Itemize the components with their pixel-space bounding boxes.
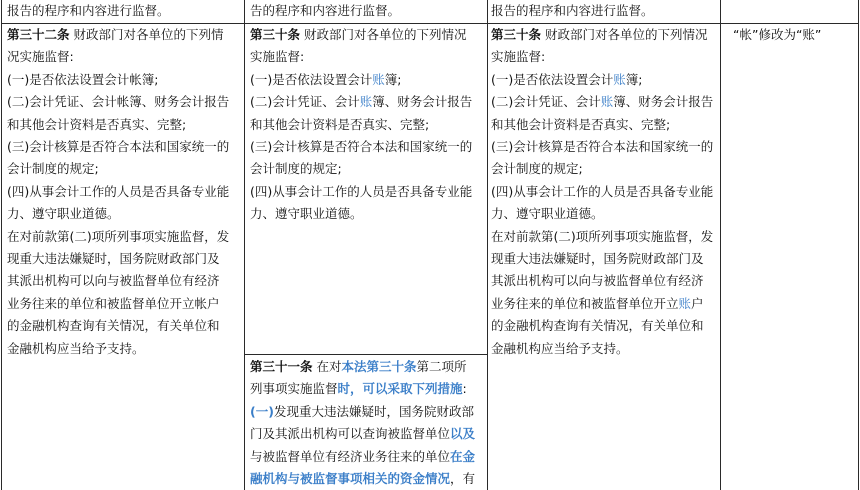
- article-text: (一)是否依法设置会计: [250, 71, 373, 87]
- article-text: (一)是否依法设置会计帐簿;: [7, 71, 159, 87]
- article-line: [491, 248, 713, 270]
- revised-text: 账: [359, 94, 373, 110]
- article-text: 在对前款第(二)项所列事项实施监督，发: [7, 228, 230, 244]
- article-text: 其派出机构可以向与被监督单位有经济: [491, 273, 704, 289]
- new-law-article-30: [491, 24, 713, 360]
- article-heading: 第三十条: [491, 27, 542, 42]
- article-line: [491, 315, 713, 337]
- previous-row-fragment: 报告的程序和内容进行监督。: [7, 3, 170, 18]
- article-line: [491, 158, 713, 180]
- revised-text: 以及: [450, 426, 476, 442]
- article-text: 其派出机构可以向与被监督单位有经济: [7, 273, 220, 289]
- article-text: 金融机构应当给予支持。: [7, 340, 145, 356]
- revised-text: 融机构与被监督事项相关的资金情况: [250, 471, 451, 487]
- article-text: 在对: [312, 359, 342, 374]
- article-line: [491, 338, 713, 360]
- revised-text: 账: [678, 295, 692, 311]
- article-line: [7, 203, 229, 225]
- article-heading: 第三十二条: [7, 27, 70, 42]
- article-line: [7, 248, 229, 270]
- article-text: 实施监督:: [491, 49, 546, 65]
- draft-article-30: [250, 24, 472, 226]
- revised-text: 时，可以采取下列措施: [337, 381, 463, 397]
- article-line: [250, 158, 472, 180]
- article-text: ，有: [450, 471, 476, 487]
- article-text: (三)会计核算是否符合本法和国家统一的: [7, 139, 230, 155]
- article-line: [7, 158, 229, 180]
- article-text: 会计制度的规定;: [7, 161, 99, 177]
- revised-text: 账: [372, 71, 385, 87]
- article-line: [7, 46, 229, 68]
- article-text: 户: [691, 295, 704, 311]
- article-text: 况实施监督:: [7, 49, 74, 65]
- revised-text: 在金: [450, 448, 476, 464]
- article-line: [250, 423, 475, 445]
- article-line: [250, 356, 475, 378]
- previous-row-fragment: 告的程序和内容进行监督。: [250, 3, 401, 18]
- revised-text: 账: [600, 94, 614, 110]
- article-text: 发现重大违法嫌疑时，国务院财政部: [273, 403, 474, 419]
- article-text: (四)从事会计工作的人员是否具备专业能: [250, 183, 473, 199]
- revised-text: 账: [613, 71, 626, 87]
- article-line: [7, 136, 229, 158]
- article-line: [491, 226, 713, 248]
- article-line: [250, 24, 472, 46]
- cell-divider: [244, 354, 488, 355]
- article-line: [7, 181, 229, 203]
- article-text: (二)会计凭证、会计: [491, 94, 601, 110]
- article-text: (一)是否依法设置会计: [491, 71, 614, 87]
- previous-row-fragment: 报告的程序和内容进行监督。: [491, 3, 654, 18]
- article-line: [7, 91, 229, 113]
- article-text: 在对前款第(二)项所列事项实施监督，发: [491, 228, 714, 244]
- article-text: 会计制度的规定;: [250, 161, 342, 177]
- article-line: [7, 338, 229, 360]
- article-line: [7, 270, 229, 292]
- article-text: (四)从事会计工作的人员是否具备专业能: [7, 183, 230, 199]
- article-line: [250, 114, 472, 136]
- article-text: 的金融机构查询有关情况，有关单位和: [7, 318, 220, 334]
- article-text: 财政部门对各单位的下列情: [69, 27, 224, 42]
- revised-text: 本法第三十条: [341, 359, 417, 374]
- article-text: (四)从事会计工作的人员是否具备专业能: [491, 183, 714, 199]
- article-text: 现重大违法嫌疑时，国务院财政部门及: [491, 251, 704, 267]
- article-text: 簿、财务会计报告: [372, 94, 473, 110]
- article-line: [250, 203, 472, 225]
- revised-text: (一): [250, 403, 274, 419]
- article-line: [250, 181, 472, 203]
- article-line: [7, 24, 229, 46]
- article-line: [250, 91, 472, 113]
- article-text: 门及其派出机构可以查询被监督单位: [250, 426, 451, 442]
- article-line: [491, 114, 713, 136]
- article-text: 金融机构应当给予支持。: [491, 340, 629, 356]
- article-text: (二)会计凭证、会计帐簿、财务会计报告: [7, 94, 230, 110]
- article-text: 力、遵守职业道德。: [7, 206, 120, 222]
- article-text: 和其他会计资料是否真实、完整;: [250, 116, 430, 132]
- article-line: [250, 446, 475, 468]
- article-text: 会计制度的规定;: [491, 161, 583, 177]
- article-line: [491, 270, 713, 292]
- article-text: 力、遵守职业道德。: [491, 206, 604, 222]
- article-line: [250, 69, 472, 91]
- article-text: 第二项所: [416, 359, 467, 374]
- draft-article-31: [250, 356, 475, 490]
- article-line: [250, 46, 472, 68]
- article-text: 簿、财务会计报告: [613, 94, 714, 110]
- article-line: [250, 401, 475, 423]
- table-border-right: [858, 0, 859, 490]
- column-divider: [244, 0, 245, 490]
- article-text: 业务往来的单位和被监督单位开立帐户: [7, 295, 220, 311]
- article-text: 和其他会计资料是否真实、完整;: [491, 116, 671, 132]
- article-text: 力、遵守职业道德。: [250, 206, 363, 222]
- revision-note: “帐”修改为“账”: [733, 27, 822, 42]
- article-line: [7, 114, 229, 136]
- article-text: 第三十一条: [250, 359, 313, 374]
- table-border-left: [1, 0, 2, 490]
- article-line: [491, 91, 713, 113]
- article-line: [250, 468, 475, 490]
- article-heading: 第三十条: [250, 27, 301, 42]
- article-text: 与被监督单位有经济业务往来的单位: [250, 448, 451, 464]
- article-text: :: [462, 381, 467, 397]
- article-text: (三)会计核算是否符合本法和国家统一的: [250, 139, 473, 155]
- article-text: 现重大违法嫌疑时，国务院财政部门及: [7, 251, 220, 267]
- old-law-article-32: [7, 24, 229, 360]
- article-line: [491, 46, 713, 68]
- article-text: 的金融机构查询有关情况，有关单位和: [491, 318, 704, 334]
- article-line: [491, 293, 713, 315]
- article-text: 财政部门对各单位的下列情况: [300, 27, 467, 42]
- article-line: [250, 378, 475, 400]
- article-text: 财政部门对各单位的下列情况: [541, 27, 708, 42]
- article-line: [491, 136, 713, 158]
- article-text: 簿;: [625, 71, 643, 87]
- article-text: 实施监督:: [250, 49, 305, 65]
- article-text: 列事项实施监督: [250, 381, 338, 397]
- article-line: [491, 69, 713, 91]
- column-divider: [487, 0, 488, 490]
- article-line: [7, 226, 229, 248]
- article-line: [491, 181, 713, 203]
- article-text: 和其他会计资料是否真实、完整;: [7, 116, 187, 132]
- article-line: [7, 69, 229, 91]
- article-text: (二)会计凭证、会计: [250, 94, 360, 110]
- article-text: 业务往来的单位和被监督单位开立: [491, 295, 679, 311]
- article-line: [7, 293, 229, 315]
- article-line: [7, 315, 229, 337]
- article-text: (三)会计核算是否符合本法和国家统一的: [491, 139, 714, 155]
- article-line: [250, 136, 472, 158]
- column-divider: [720, 0, 721, 490]
- article-text: 簿;: [384, 71, 402, 87]
- article-line: [491, 203, 713, 225]
- article-line: [491, 24, 713, 46]
